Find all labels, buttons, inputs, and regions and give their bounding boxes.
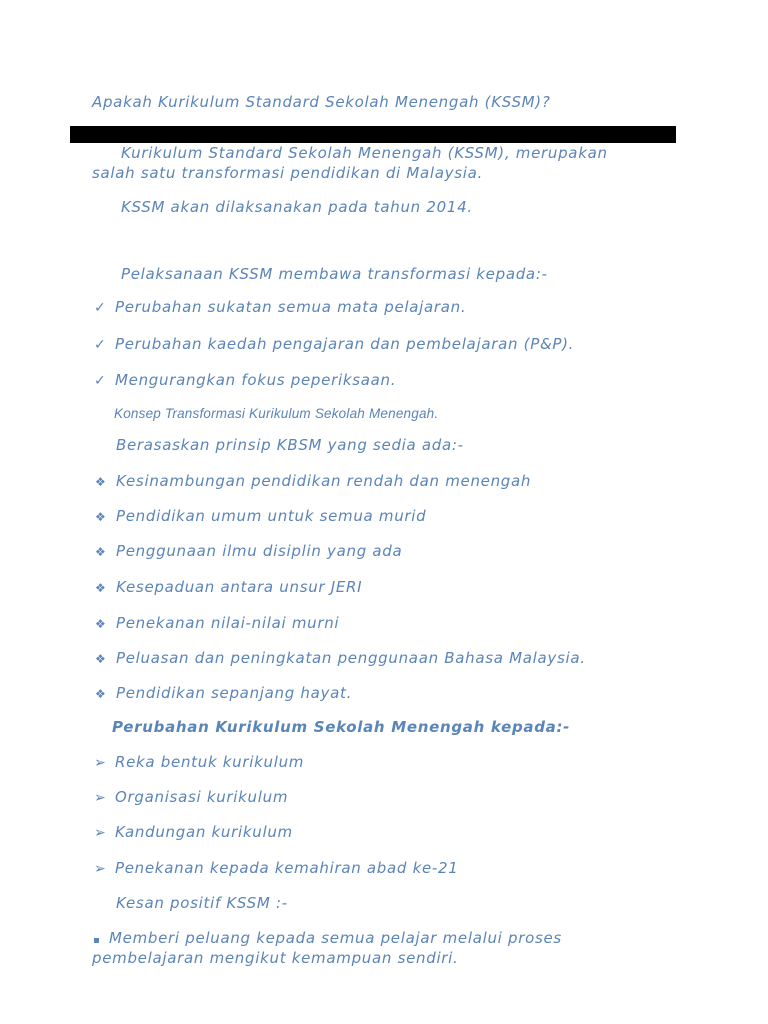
list-item: ➢ Reka bentuk kurikulum xyxy=(94,752,304,774)
list-item: ▪ Memberi peluang kepada semua pelajar melalui proses xyxy=(93,928,562,951)
diamond-bullet-icon: ❖ xyxy=(95,687,107,701)
check-icon: ✓ xyxy=(94,373,107,389)
diamond-bullet-icon: ❖ xyxy=(95,545,107,559)
list-item: ✓ Perubahan kaedah pengajaran dan pembelajaran (P&P). xyxy=(94,334,574,356)
arrow-bullet-icon: ➢ xyxy=(94,825,107,841)
list-item: ❖ Kesepaduan antara unsur JERI xyxy=(95,577,362,599)
intro-year: KSSM akan dilaksanakan pada tahun 2014. xyxy=(121,198,473,216)
list-item: ✓ Perubahan sukatan semua mata pelajaran. xyxy=(94,297,466,319)
arrow-bullet-icon: ➢ xyxy=(94,790,107,806)
list-item: ❖ Kesinambungan pendidikan rendah dan menengah xyxy=(95,471,531,493)
diamond-bullet-icon: ❖ xyxy=(95,652,107,666)
diamond-bullet-icon: ❖ xyxy=(95,510,107,524)
list-item: ➢ Penekanan kepada kemahiran abad ke-21 xyxy=(94,858,459,880)
perubahan-heading: Perubahan Kurikulum Sekolah Menengah kepada:- xyxy=(112,718,571,736)
arrow-bullet-icon: ➢ xyxy=(94,861,107,877)
list-item: ❖ Pendidikan sepanjang hayat. xyxy=(95,683,352,705)
konsep-subheading: Berasaskan prinsip KBSM yang sedia ada:- xyxy=(116,436,464,454)
transformasi-heading: Pelaksanaan KSSM membawa transformasi kepada:- xyxy=(121,265,548,283)
check-icon: ✓ xyxy=(94,337,107,353)
list-item: ✓ Mengurangkan fokus peperiksaan. xyxy=(94,370,396,392)
list-item: ❖ Penggunaan ilmu disiplin yang ada xyxy=(95,541,402,563)
arrow-bullet-icon: ➢ xyxy=(94,755,107,771)
konsep-heading: Konsep Transformasi Kurikulum Sekolah Menengah. xyxy=(114,406,439,421)
diamond-bullet-icon: ❖ xyxy=(95,581,107,595)
kesan-heading: Kesan positif KSSM :- xyxy=(116,894,288,912)
square-bullet-icon: ▪ xyxy=(93,935,101,946)
list-item-continuation: pembelajaran mengikut kemampuan sendiri. xyxy=(92,949,459,967)
check-icon: ✓ xyxy=(94,300,107,316)
list-item: ❖ Pendidikan umum untuk semua murid xyxy=(95,506,426,528)
diamond-bullet-icon: ❖ xyxy=(95,617,107,631)
redaction-bar xyxy=(70,126,676,143)
list-item: ➢ Organisasi kurikulum xyxy=(94,787,288,809)
page-title: Apakah Kurikulum Standard Sekolah Menengah (KSSM)? xyxy=(92,93,551,111)
list-item: ❖ Penekanan nilai-nilai murni xyxy=(95,613,339,635)
list-item: ➢ Kandungan kurikulum xyxy=(94,822,293,844)
intro-line-1: Kurikulum Standard Sekolah Menengah (KSSM), merupakan xyxy=(121,144,608,162)
list-item: ❖ Peluasan dan peningkatan penggunaan Bahasa Malaysia. xyxy=(95,648,586,670)
diamond-bullet-icon: ❖ xyxy=(95,475,107,489)
intro-line-2: salah satu transformasi pendidikan di Malaysia. xyxy=(92,164,484,182)
